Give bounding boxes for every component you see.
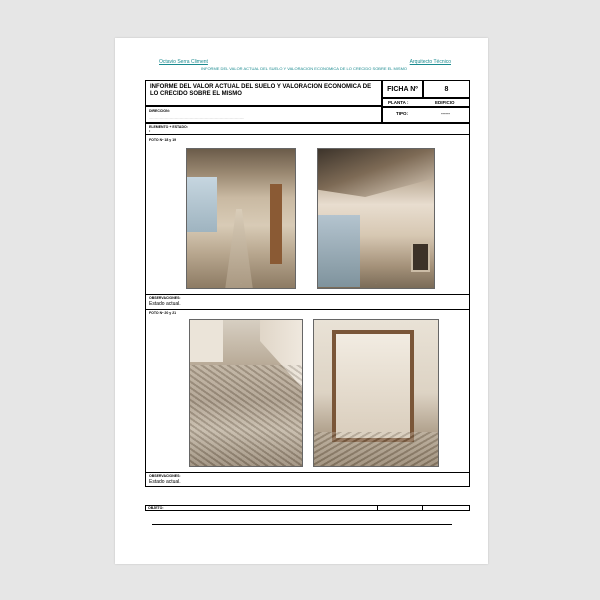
- tipo-box: [382, 107, 470, 123]
- photo-18-windows: [187, 177, 217, 232]
- planta-row: [382, 98, 470, 107]
- photo-18-watermark: ·: [240, 281, 242, 285]
- header-author: Octavio Serra Climent: [159, 59, 208, 65]
- objeto-label: OBJETO:: [148, 506, 164, 510]
- photo-20-debris: [190, 365, 303, 467]
- title-box: [145, 80, 382, 106]
- header-subtitle: INFORME DEL VALOR ACTUAL DEL SUELO Y VALORACION ECONOMICA DE LO CRECIDO SOBRE EL MISMO: [201, 66, 408, 71]
- photo-21: [313, 319, 439, 467]
- content-box: [145, 123, 470, 487]
- element-bullet: •: [149, 129, 151, 133]
- ficha-label: FICHA Nº: [382, 80, 423, 98]
- element-label: ELEMENTO + ESTADO:: [149, 125, 188, 129]
- element-row: [146, 124, 469, 135]
- photo-18-door: [270, 184, 282, 264]
- report-title: INFORME DEL VALOR ACTUAL DEL SUELO Y VALORACION ECONOMICA DE LO CRECIDO SOBRE EL MISMO: [150, 84, 372, 97]
- direccion-box: [145, 106, 382, 123]
- photo-21-doorway: [332, 330, 414, 442]
- photo-19-watermark: ·: [375, 281, 377, 285]
- ficha-number: 8: [423, 80, 470, 98]
- photo-18-floor: [225, 209, 253, 289]
- photo-19-opening: [411, 242, 430, 272]
- obs2-value: Estado actual.: [149, 479, 181, 485]
- obs1-row: [146, 294, 469, 310]
- obs1-label: OBSERVACIONES:: [149, 296, 181, 300]
- objeto-divider-2: [422, 506, 423, 510]
- objeto-divider-1: [377, 506, 378, 510]
- direccion-label: DIRECCION:: [149, 109, 170, 113]
- header-role: Arquitecto Técnico: [409, 59, 451, 65]
- obs2-row: [146, 472, 469, 487]
- photo-20-wall-left: [190, 320, 223, 362]
- photo-20: [189, 319, 303, 467]
- planta-value: EDIFICIO: [435, 100, 455, 105]
- objeto-box: [145, 505, 470, 511]
- obs2-label: OBSERVACIONES:: [149, 474, 181, 478]
- photo-19-window: [318, 215, 360, 287]
- document-page: [115, 38, 488, 564]
- photo-19: [317, 148, 435, 289]
- photo-21-floor: [314, 432, 439, 467]
- section1-label: FOTO Nº 18 y 19: [149, 138, 177, 142]
- tipo-value: ------: [441, 111, 450, 116]
- signature-line: [152, 524, 452, 525]
- obs1-value: Estado actual.: [149, 301, 181, 307]
- direccion-value: ..................................................................................................................: [149, 116, 245, 120]
- tipo-label: TIPO:: [396, 111, 408, 116]
- planta-label: PLANTA :: [388, 100, 409, 105]
- photo-19-ceiling: [318, 149, 435, 197]
- section2-label: FOTO Nº 20 y 21: [149, 311, 177, 315]
- photo-18: [186, 148, 296, 289]
